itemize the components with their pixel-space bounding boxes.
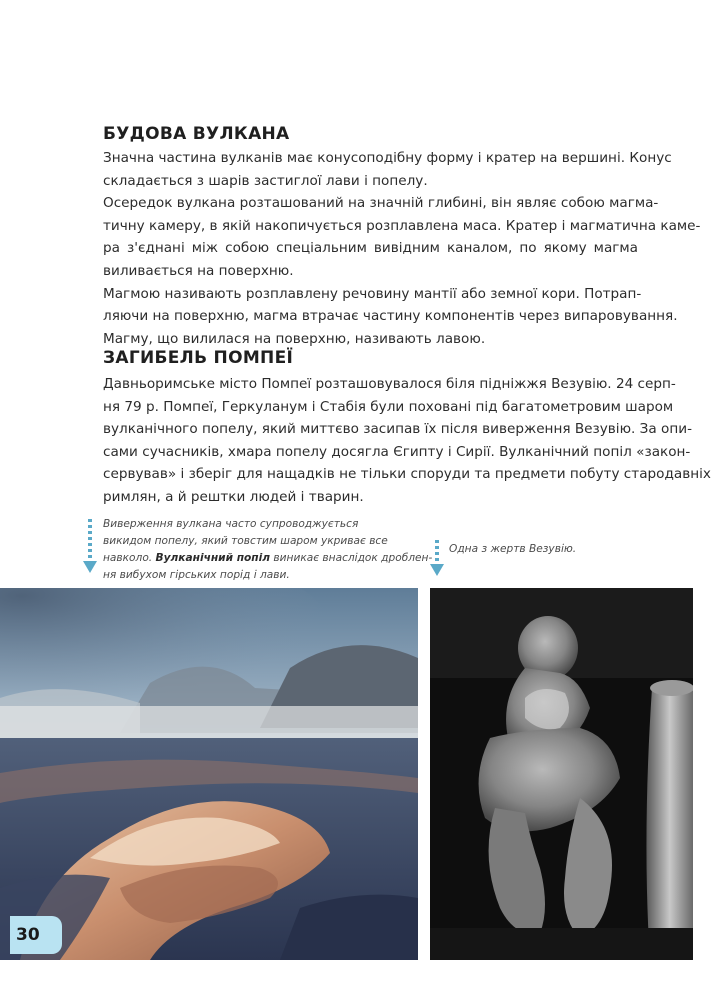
text-line: складається з шарів застиглої лави і попелу. — [103, 172, 428, 189]
text-line: Магму, що вилилася на поверхню, називають лавою. — [103, 330, 486, 347]
down-arrow-icon — [83, 519, 97, 575]
caption-line: ня вибухом гірських порід і лави. — [103, 569, 290, 581]
volcano-landscape-photo — [0, 588, 418, 960]
text-line: ляючи на поверхню, магма втрачає частину компонентів через випаровування. — [103, 308, 678, 325]
pompeii-text — [103, 373, 711, 509]
caption-term-bold: Вулканічний попіл — [155, 552, 271, 564]
text-line: Давньоримське місто Помпеї розташовувалося біля підніжжя Везувію. 24 серп- — [103, 376, 676, 392]
text-line: Значна частина вулканів має конусоподібну форму і кратер на вершині. Конус — [103, 150, 672, 166]
page-number: 30 — [16, 925, 40, 945]
page-number-tab — [10, 916, 62, 954]
volcano-structure-text — [103, 147, 701, 350]
text-line: вулканічного попелу, який миттєво засипав їх після виверження Везувію. За опи- — [103, 421, 692, 438]
volcano-photo-caption — [103, 516, 433, 584]
caption-text: навколо. — [103, 552, 153, 564]
text-line: Магмою називають розплавлену речовину мантії або земної кори. Потрап- — [103, 285, 642, 302]
victim-photo-caption: Одна з жертв Везувію. — [449, 543, 577, 555]
text-line: тичну камеру, в якій накопичується розплавлена маса. Кратер і магматична каме- — [103, 217, 701, 234]
text-line: ра з'єднані між собою спеціальним вивідним каналом, по якому магма — [103, 240, 638, 257]
caption-text: виникає внаслідок дроблен- — [273, 552, 433, 564]
section-heading-pompeii: ЗАГИБЕЛЬ ПОМПЕЇ — [103, 348, 294, 368]
caption-line: викидом попелу, який товстим шаром укриває все — [103, 535, 388, 547]
text-line: римлян, а й рештки людей і тварин. — [103, 488, 364, 505]
text-line: сервував» і зберіг для нащадків не тільки споруди та предмети побуту стародавніх — [103, 466, 711, 483]
text-line: виливається на поверхню. — [103, 262, 294, 279]
section-heading-volcano-structure: БУДОВА ВУЛКАНА — [103, 124, 290, 144]
text-line: сами сучасників, хмара попелу досягла Єгипту і Сирії. Вулканічний попіл «закон- — [103, 443, 691, 460]
caption-line — [103, 550, 433, 567]
caption-line: Виверження вулкана часто супроводжується — [103, 518, 359, 530]
pompeii-victim-photo — [430, 588, 693, 960]
text-line: Осередок вулкана розташований на значній глибині, він являє собою магма- — [103, 195, 659, 212]
text-line: ня 79 р. Помпеї, Геркуланум і Стабія були поховані під багатометровим шаром — [103, 398, 674, 415]
